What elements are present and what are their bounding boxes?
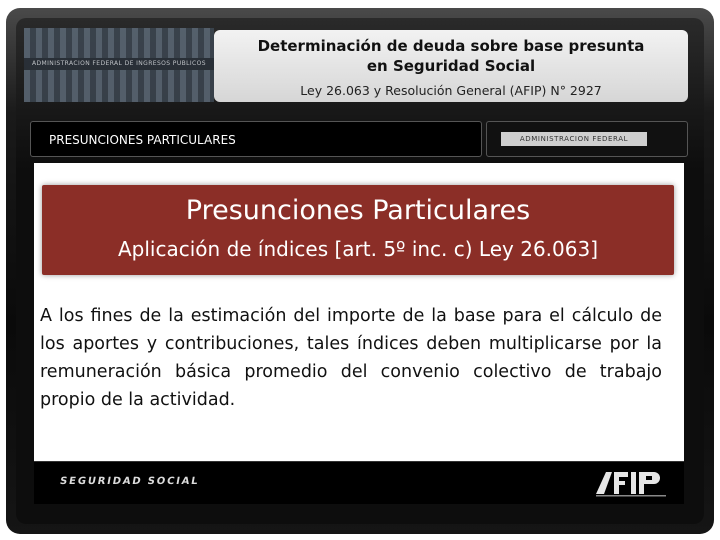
title-line-1: Determinación de deuda sobre base presunta [257,37,645,55]
content-subheading: Aplicación de índices [art. 5º inc. c) Ley 26.063] [118,237,598,261]
building-sign: ADMINISTRACION FEDERAL DE INGRESOS PUBLICOS [24,58,214,70]
section-label: PRESUNCIONES PARTICULARES [30,121,482,157]
page-subtitle: Ley 26.063 y Resolución General (AFIP) N° 2927 [300,83,602,98]
page-title [214,36,688,76]
title-box [214,30,688,102]
administracion-federal-logo: ADMINISTRACION FEDERAL [501,132,647,146]
title-line-2: en Seguridad Social [366,57,536,75]
building-photo [24,28,214,102]
footer-label: SEGURIDAD SOCIAL [59,476,201,487]
afip-logo-icon [592,468,670,498]
heading-box [42,185,674,275]
content-paragraph: A los fines de la estimación del importe de la base para el cálculo de los aportes y contribuciones, tales índices deben multiplicarse por la remuneración básica promedio del convenio colectivo de trabajo propio de la actividad. [40,306,662,410]
footer-bar [34,461,684,504]
content-area [34,163,684,461]
content-heading: Presunciones Particulares [185,195,531,226]
section-logo-bar [486,121,688,157]
